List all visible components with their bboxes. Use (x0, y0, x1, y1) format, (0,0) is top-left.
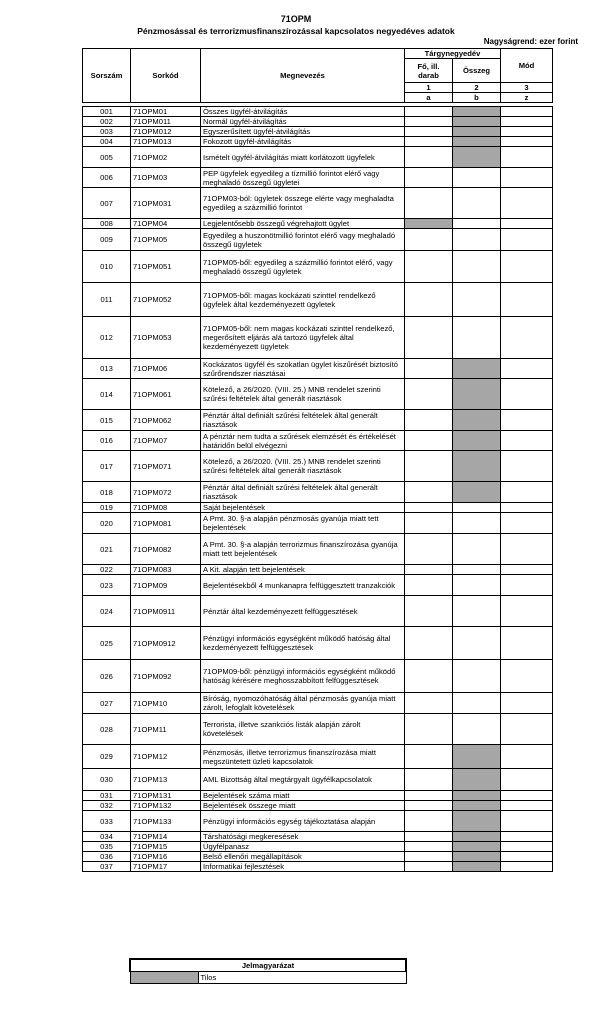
cell-mod[interactable] (501, 862, 553, 872)
row-description: 71OPM05-ből: egyedileg a százmillió forintot elérő, vagy meghaladó összegű ügyletek (201, 251, 405, 283)
col-header-sorszam: Sorszám (83, 49, 131, 103)
table-row (83, 229, 553, 251)
table-row (83, 168, 553, 188)
cell-fo[interactable] (405, 575, 453, 596)
row-description: Belső ellenőri megállapítások (201, 852, 405, 862)
row-description: Terrorista, illetve szankciós listák alapján zárolt követelések (201, 714, 405, 745)
row-code: 71OPM17 (131, 862, 201, 872)
row-description: PEP ügyfelek egyedileg a tízmillió forintot elérő vagy meghaladó összegű ügyletei (201, 168, 405, 188)
cell-osszeg[interactable] (453, 188, 501, 219)
cell-fo-forbidden (405, 219, 453, 229)
cell-mod[interactable] (501, 147, 553, 168)
cell-fo[interactable] (405, 147, 453, 168)
row-number: 030 (83, 769, 131, 791)
cell-osszeg[interactable] (453, 534, 501, 565)
cell-osszeg-forbidden (453, 745, 501, 769)
row-description: Normál ügyfél-átvilágítás (201, 117, 405, 127)
cell-fo[interactable] (405, 482, 453, 503)
row-number: 019 (83, 503, 131, 513)
row-code: 71OPM133 (131, 811, 201, 832)
cell-mod[interactable] (501, 513, 553, 534)
table-row (83, 317, 553, 359)
cell-fo[interactable] (405, 862, 453, 872)
cell-osszeg-forbidden (453, 359, 501, 379)
row-description: A Pmt. 30. §-a alapján terrorizmus finanszírozása gyanúja miatt tett bejelentések (201, 534, 405, 565)
row-code: 71OPM15 (131, 842, 201, 852)
cell-osszeg-forbidden (453, 832, 501, 842)
cell-fo[interactable] (405, 565, 453, 575)
table-row (83, 107, 553, 117)
row-number: 028 (83, 714, 131, 745)
row-number: 005 (83, 147, 131, 168)
col-number-3: 3 (501, 83, 553, 93)
row-description: Pénzügyi információs egységként működő hatóság által kezdeményezett felfüggesztések (201, 627, 405, 660)
row-code: 71OPM06 (131, 359, 201, 379)
cell-mod[interactable] (501, 137, 553, 147)
row-code: 71OPM081 (131, 513, 201, 534)
cell-fo[interactable] (405, 251, 453, 283)
cell-osszeg-forbidden (453, 811, 501, 832)
cell-fo[interactable] (405, 410, 453, 431)
row-number: 014 (83, 379, 131, 410)
table-row (83, 852, 553, 862)
table-row (83, 832, 553, 842)
cell-fo[interactable] (405, 627, 453, 660)
col-letter-a: a (405, 93, 453, 103)
cell-fo[interactable] (405, 451, 453, 482)
cell-fo[interactable] (405, 832, 453, 842)
table-row (83, 147, 553, 168)
cell-fo[interactable] (405, 852, 453, 862)
cell-mod[interactable] (501, 745, 553, 769)
report-title: 71OPM (280, 14, 312, 24)
cell-osszeg[interactable] (453, 168, 501, 188)
cell-fo[interactable] (405, 534, 453, 565)
row-description: 71OPM05-ből: nem magas kockázati szinttel rendelkező, megerősített eljárás alá tartozó ügyfelek által kezdeményezett ügyletek (201, 317, 405, 359)
row-description: A Kit. alapján tett bejelentések (201, 565, 405, 575)
row-description: Kockázatos ügyfél és szokatlan ügylet kiszűrését biztosító szűrőrendszer riasztásai (201, 359, 405, 379)
row-code: 71OPM05 (131, 229, 201, 251)
cell-osszeg[interactable] (453, 229, 501, 251)
row-description: Saját bejelentések (201, 503, 405, 513)
table-row (83, 379, 553, 410)
cell-osszeg[interactable] (453, 219, 501, 229)
cell-fo[interactable] (405, 811, 453, 832)
cell-mod[interactable] (501, 565, 553, 575)
table-row (83, 482, 553, 503)
row-description: Fokozott ügyfél-átvilágítás (201, 137, 405, 147)
row-description: Pénztár által definiált szűrési feltételek által generált riasztások (201, 410, 405, 431)
row-number: 023 (83, 575, 131, 596)
row-description: Egyedileg a huszonötmillió forintot elérő vagy meghaladó összegű ügyletek (201, 229, 405, 251)
cell-osszeg[interactable] (453, 317, 501, 359)
row-description: Ügyfélpanasz (201, 842, 405, 852)
unit-label: Nagyságrend: ezer forint (483, 37, 578, 46)
table-row (83, 410, 553, 431)
row-description: Kötelező, a 26/2020. (VIII. 25.) MNB rendelet szerinti szűrési feltételek által generált riasztások (201, 451, 405, 482)
row-number: 027 (83, 693, 131, 714)
legend-swatch (130, 972, 198, 984)
cell-mod[interactable] (501, 596, 553, 627)
row-description: Legjelentősebb összegű végrehajtott ügylet (201, 219, 405, 229)
cell-osszeg-forbidden (453, 431, 501, 451)
col-header-osszeg: Összeg (453, 59, 501, 83)
row-number: 016 (83, 431, 131, 451)
table-row (83, 596, 553, 627)
row-description: Pénztár által kezdeményezett felfüggesztések (201, 596, 405, 627)
row-description: 71OPM05-ből: magas kockázati szinttel rendelkező ügyfelek által kezdeményezett ügyletek (201, 283, 405, 317)
row-description: A pénztár nem tudta a szűrések elemzését és értékelését határidőn belül elvégezni (201, 431, 405, 451)
row-code: 71OPM132 (131, 801, 201, 811)
table-row (83, 431, 553, 451)
cell-mod[interactable] (501, 229, 553, 251)
row-description: AML Bizottság által megtárgyalt ügyfélkapcsolatok (201, 769, 405, 791)
col-header-mod: Mód (501, 49, 553, 83)
row-number: 013 (83, 359, 131, 379)
row-number: 017 (83, 451, 131, 482)
row-number: 007 (83, 188, 131, 219)
cell-fo[interactable] (405, 317, 453, 359)
row-number: 035 (83, 842, 131, 852)
row-description: Bíróság, nyomozóhatóság által pénzmosás gyanúja miatt zárolt, lefoglalt követelések (201, 693, 405, 714)
legend-table (129, 958, 407, 984)
cell-osszeg-forbidden (453, 791, 501, 801)
cell-osszeg-forbidden (453, 127, 501, 137)
cell-mod[interactable] (501, 811, 553, 832)
cell-osszeg-forbidden (453, 451, 501, 482)
table-row (83, 862, 553, 872)
cell-mod[interactable] (501, 575, 553, 596)
row-code: 71OPM08 (131, 503, 201, 513)
row-code: 71OPM052 (131, 283, 201, 317)
row-number: 032 (83, 801, 131, 811)
cell-fo[interactable] (405, 168, 453, 188)
row-description: Összes ügyfél-átvilágítás (201, 107, 405, 117)
row-number: 025 (83, 627, 131, 660)
cell-osszeg[interactable] (453, 693, 501, 714)
cell-mod[interactable] (501, 117, 553, 127)
row-number: 008 (83, 219, 131, 229)
cell-osszeg[interactable] (453, 596, 501, 627)
row-number: 022 (83, 565, 131, 575)
row-number: 020 (83, 513, 131, 534)
table-row (83, 801, 553, 811)
cell-osszeg[interactable] (453, 565, 501, 575)
col-number-1: 1 (405, 83, 453, 93)
row-number: 033 (83, 811, 131, 832)
row-description: Kötelező, a 26/2020. (VIII. 25.) MNB rendelet szerinti szűrési feltételek által generált riasztások (201, 379, 405, 410)
cell-mod[interactable] (501, 168, 553, 188)
row-description: Bejelentések száma miatt (201, 791, 405, 801)
cell-mod[interactable] (501, 832, 553, 842)
row-number: 036 (83, 852, 131, 862)
row-code: 71OPM131 (131, 791, 201, 801)
cell-mod[interactable] (501, 188, 553, 219)
row-code: 71OPM062 (131, 410, 201, 431)
row-number: 010 (83, 251, 131, 283)
row-code: 71OPM012 (131, 127, 201, 137)
col-header-targynegyedev: Tárgynegyedév (405, 49, 501, 59)
row-description: Informatikai fejlesztések (201, 862, 405, 872)
data-table (82, 48, 553, 872)
cell-fo[interactable] (405, 842, 453, 852)
table-row (83, 283, 553, 317)
legend-item-label: Tilos (198, 972, 406, 984)
cell-mod[interactable] (501, 359, 553, 379)
table-row (83, 451, 553, 482)
table-row (83, 791, 553, 801)
row-code: 71OPM02 (131, 147, 201, 168)
cell-mod[interactable] (501, 801, 553, 811)
row-description: Ismételt ügyfél-átvilágítás miatt korlátozott ügyfelek (201, 147, 405, 168)
table-row (83, 575, 553, 596)
cell-mod[interactable] (501, 431, 553, 451)
row-description: Bejelentésekből 4 munkanapra felfüggesztett tranzakciók (201, 575, 405, 596)
table-row (83, 359, 553, 379)
cell-mod[interactable] (501, 410, 553, 431)
row-code: 71OPM011 (131, 117, 201, 127)
table-row (83, 127, 553, 137)
row-description: 71OPM03-ból: ügyletek összege elérte vagy meghaladta egyedileg a százmillió forintot (201, 188, 405, 219)
row-code: 71OPM01 (131, 107, 201, 117)
cell-fo[interactable] (405, 660, 453, 693)
table-row (83, 188, 553, 219)
cell-osszeg-forbidden (453, 410, 501, 431)
table-row (83, 219, 553, 229)
cell-osszeg-forbidden (453, 379, 501, 410)
row-code: 71OPM07 (131, 431, 201, 451)
cell-mod[interactable] (501, 852, 553, 862)
report-subtitle: Pénzmosással és terrorizmusfinanszírozással kapcsolatos negyedéves adatok (137, 26, 455, 36)
table-row (83, 117, 553, 127)
cell-osszeg-forbidden (453, 842, 501, 852)
row-number: 012 (83, 317, 131, 359)
table-row (83, 842, 553, 852)
cell-osszeg[interactable] (453, 575, 501, 596)
table-row (83, 660, 553, 693)
cell-fo[interactable] (405, 596, 453, 627)
cell-fo[interactable] (405, 359, 453, 379)
cell-osszeg[interactable] (453, 503, 501, 513)
row-code: 71OPM071 (131, 451, 201, 482)
cell-osszeg[interactable] (453, 283, 501, 317)
row-number: 006 (83, 168, 131, 188)
table-row (83, 714, 553, 745)
row-code: 71OPM16 (131, 852, 201, 862)
cell-fo[interactable] (405, 801, 453, 811)
cell-fo[interactable] (405, 188, 453, 219)
cell-mod[interactable] (501, 127, 553, 137)
row-number: 004 (83, 137, 131, 147)
cell-osszeg-forbidden (453, 117, 501, 127)
cell-osszeg[interactable] (453, 660, 501, 693)
cell-fo[interactable] (405, 693, 453, 714)
row-description: Pénzmosás, illetve terrorizmus finanszírozása miatt megszüntetett üzleti kapcsolatok (201, 745, 405, 769)
row-number: 015 (83, 410, 131, 431)
cell-osszeg[interactable] (453, 714, 501, 745)
col-header-megnevezes: Megnevezés (201, 49, 405, 103)
cell-osszeg-forbidden (453, 147, 501, 168)
row-code: 71OPM031 (131, 188, 201, 219)
cell-fo[interactable] (405, 229, 453, 251)
cell-fo[interactable] (405, 117, 453, 127)
cell-osszeg-forbidden (453, 107, 501, 117)
row-number: 009 (83, 229, 131, 251)
row-number: 037 (83, 862, 131, 872)
cell-osszeg-forbidden (453, 852, 501, 862)
cell-mod[interactable] (501, 219, 553, 229)
legend-title: Jelmagyarázat (130, 959, 406, 972)
row-code: 71OPM11 (131, 714, 201, 745)
cell-mod[interactable] (501, 534, 553, 565)
cell-mod[interactable] (501, 283, 553, 317)
cell-mod[interactable] (501, 379, 553, 410)
table-body (83, 107, 553, 872)
cell-fo[interactable] (405, 431, 453, 451)
cell-fo[interactable] (405, 137, 453, 147)
cell-fo[interactable] (405, 769, 453, 791)
cell-osszeg[interactable] (453, 251, 501, 283)
cell-osszeg-forbidden (453, 801, 501, 811)
row-description: Bejelentések összege miatt (201, 801, 405, 811)
table-row (83, 769, 553, 791)
table-row (83, 513, 553, 534)
cell-fo[interactable] (405, 745, 453, 769)
row-number: 034 (83, 832, 131, 842)
row-code: 71OPM072 (131, 482, 201, 503)
col-number-2: 2 (453, 83, 501, 93)
cell-fo[interactable] (405, 714, 453, 745)
row-description: Pénztár által definiált szűrési feltételek által generált riasztások (201, 482, 405, 503)
row-description: 71OPM09-ből: pénzügyi információs egységként működő hatóság kérésére meghosszabbított felfüggesztések (201, 660, 405, 693)
cell-osszeg-forbidden (453, 862, 501, 872)
cell-osszeg[interactable] (453, 627, 501, 660)
row-code: 71OPM092 (131, 660, 201, 693)
row-number: 021 (83, 534, 131, 565)
cell-mod[interactable] (501, 107, 553, 117)
row-code: 71OPM13 (131, 769, 201, 791)
row-number: 003 (83, 127, 131, 137)
cell-mod[interactable] (501, 693, 553, 714)
table-row (83, 745, 553, 769)
table-row (83, 137, 553, 147)
table-row (83, 693, 553, 714)
row-code: 71OPM04 (131, 219, 201, 229)
cell-osszeg-forbidden (453, 769, 501, 791)
cell-fo[interactable] (405, 791, 453, 801)
row-number: 002 (83, 117, 131, 127)
cell-mod[interactable] (501, 317, 553, 359)
row-description: Pénzügyi információs egység tájékoztatása alapján (201, 811, 405, 832)
cell-osszeg[interactable] (453, 513, 501, 534)
cell-mod[interactable] (501, 451, 553, 482)
row-code: 71OPM053 (131, 317, 201, 359)
cell-mod[interactable] (501, 842, 553, 852)
cell-osszeg-forbidden (453, 137, 501, 147)
col-letter-z: z (501, 93, 553, 103)
row-code: 71OPM0911 (131, 596, 201, 627)
row-code: 71OPM083 (131, 565, 201, 575)
cell-fo[interactable] (405, 379, 453, 410)
cell-fo[interactable] (405, 283, 453, 317)
cell-fo[interactable] (405, 513, 453, 534)
row-number: 029 (83, 745, 131, 769)
cell-mod[interactable] (501, 660, 553, 693)
table-row (83, 534, 553, 565)
row-description: Társhatósági megkeresések (201, 832, 405, 842)
row-code: 71OPM0912 (131, 627, 201, 660)
row-code: 71OPM013 (131, 137, 201, 147)
col-header-sorkod: Sorkód (131, 49, 201, 103)
cell-mod[interactable] (501, 791, 553, 801)
cell-mod[interactable] (501, 503, 553, 513)
row-number: 011 (83, 283, 131, 317)
cell-mod[interactable] (501, 482, 553, 503)
row-number: 024 (83, 596, 131, 627)
row-code: 71OPM051 (131, 251, 201, 283)
table-row (83, 503, 553, 513)
cell-mod[interactable] (501, 714, 553, 745)
cell-fo[interactable] (405, 503, 453, 513)
row-number: 031 (83, 791, 131, 801)
row-description: A Pmt. 30. §-a alapján pénzmosás gyanúja miatt tett bejelentések (201, 513, 405, 534)
cell-mod[interactable] (501, 769, 553, 791)
cell-fo[interactable] (405, 107, 453, 117)
row-number: 018 (83, 482, 131, 503)
table-row (83, 627, 553, 660)
row-code: 71OPM03 (131, 168, 201, 188)
table-row (83, 811, 553, 832)
table-row (83, 251, 553, 283)
row-code: 71OPM082 (131, 534, 201, 565)
row-code: 71OPM10 (131, 693, 201, 714)
row-number: 026 (83, 660, 131, 693)
row-code: 71OPM09 (131, 575, 201, 596)
table-row (83, 565, 553, 575)
cell-mod[interactable] (501, 251, 553, 283)
cell-fo[interactable] (405, 127, 453, 137)
col-letter-b: b (453, 93, 501, 103)
row-code: 71OPM061 (131, 379, 201, 410)
cell-mod[interactable] (501, 627, 553, 660)
cell-osszeg-forbidden (453, 482, 501, 503)
row-description: Egyszerűsített ügyfél-átvilágítás (201, 127, 405, 137)
row-code: 71OPM14 (131, 832, 201, 842)
col-header-fo: Fő, ill. darab (405, 59, 453, 83)
row-code: 71OPM12 (131, 745, 201, 769)
row-number: 001 (83, 107, 131, 117)
